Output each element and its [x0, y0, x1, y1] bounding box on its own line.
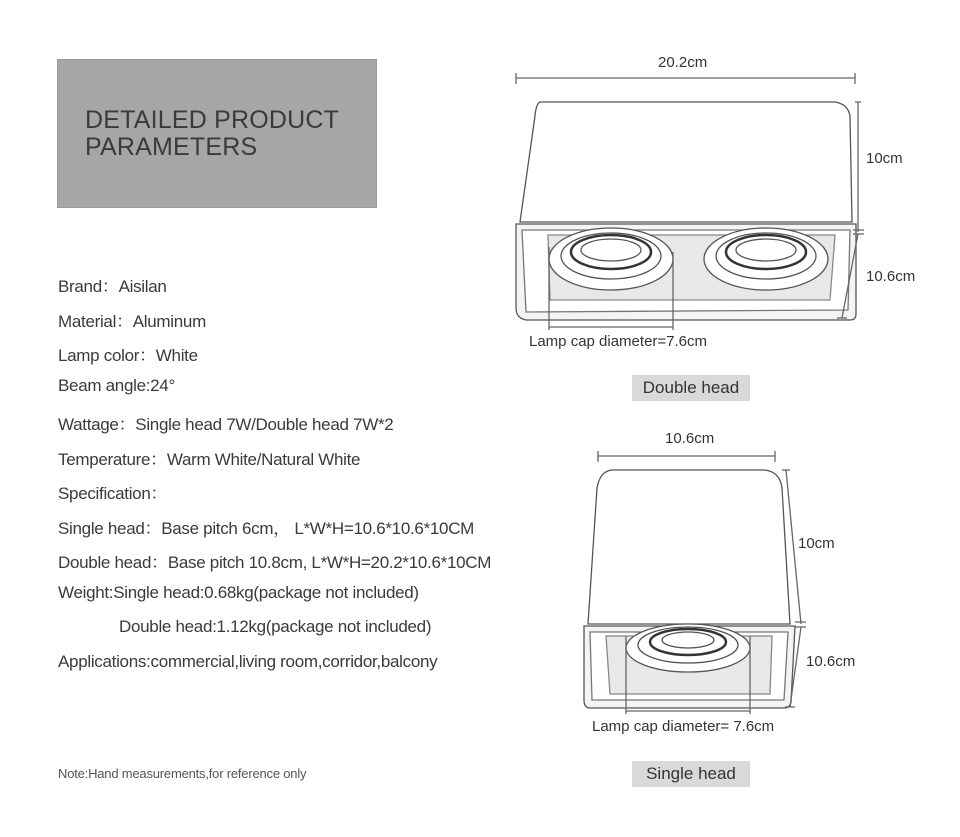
spec-double-head: Double head：Base pitch 10.8cm, L*W*H=20.2*10.6*10CM	[58, 553, 492, 572]
single-depth-label: 10.6cm	[806, 653, 856, 670]
page-title: DETAILED PRODUCT PARAMETERS	[85, 106, 340, 161]
double-head-tag: Double head	[632, 375, 750, 401]
spec-weight-single: Weight:Single head:0.68kg(package not included)	[58, 583, 419, 602]
footnote: Note:Hand measurements,for reference only	[58, 766, 307, 781]
spec-beam-angle: Beam angle:24°	[58, 376, 175, 395]
spec-wattage: Wattage：Single head 7W/Double head 7W*2	[58, 415, 394, 434]
spec-weight-double: Double head:1.12kg(package not included)	[119, 617, 432, 636]
spec-single-head: Single head：Base pitch 6cm， L*W*H=10.6*10.6*10CM	[58, 519, 475, 538]
single-height-label: 10cm	[798, 535, 835, 552]
single-head-drawing	[584, 451, 806, 714]
spec-material: Material：Aluminum	[58, 312, 206, 331]
double-lamp-cap-label: Lamp cap diameter=7.6cm	[529, 333, 708, 350]
double-depth-label: 10.6cm	[866, 268, 916, 285]
spec-temperature: Temperature：Warm White/Natural White	[58, 450, 361, 469]
spec-brand: Brand：Aisilan	[58, 277, 167, 296]
single-width-label: 10.6cm	[665, 430, 715, 447]
spec-lamp-color: Lamp color：White	[58, 346, 198, 365]
double-head-drawing	[516, 73, 864, 330]
single-head-tag: Single head	[632, 761, 750, 787]
single-lamp-cap-label: Lamp cap diameter= 7.6cm	[592, 718, 775, 735]
double-width-label: 20.2cm	[658, 54, 708, 71]
spec-specification: Specification：	[58, 484, 168, 503]
double-height-label: 10cm	[866, 150, 903, 167]
spec-applications: Applications:commercial,living room,corridor,balcony	[58, 652, 438, 671]
